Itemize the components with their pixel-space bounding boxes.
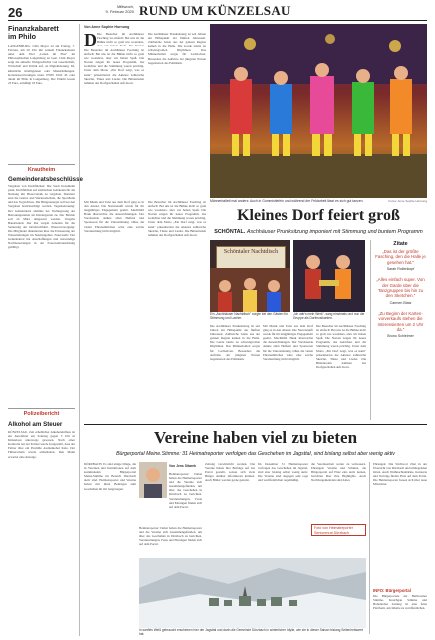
info-label: INFO: Bürgerportal — [373, 588, 411, 593]
bottom-body-col5: die Vereinsarbeit weiter zu verbessern. Ehrungen: Vereine und Schulen, die Bürgerportal auf Platz eins aktiv nutzen, berichten über ihre Highlights. Auch Nachbargemeinden sind dabei. — [311, 462, 366, 483]
author-portrait — [139, 462, 167, 498]
article-headline: Kleines Dorf feiert groß — [237, 207, 400, 224]
article-byline: Von Anne Sophie Hornung — [84, 25, 130, 29]
divider — [8, 164, 75, 165]
issue-date — [88, 4, 134, 14]
audience-illustration — [210, 268, 290, 312]
left-body-1: LANGENBURG. Chin Meyer ist am Freitag, 7. Februar, um 20 Uhr mit seinem Finanzkabarett unter dem Titel „Leben im Plus" im Philosophischen Langenburg zu Gast. Chin Meyer zeigt die aktuelle Weltgeschichte von Gesellschaft, Wirtschaft und Politik auf, ob Digitalisierung, KI, künstliche Intelligenzen oder Mieterhöhungen. Kartenreservierungen unter 07905 9102 43 oder direkt im Philo in Langenburg. Der Eintritt kostet 23 Euro, ermäßigt 18 Euro. — [8, 44, 75, 85]
main-photo — [210, 24, 427, 198]
bottom-subhead: Bürgerportal Meine.Stimme: 31 Heimatreporter verfolgen das Geschehen im Jagsttal, sind bislang selbst aber wenig aktiv — [116, 451, 395, 457]
left-body-2: Vergaben von Dachflächen: Die Stadt Krautheim plant, Dachflächen auf städtischen Gebäuden für die Nutzung mit Photovoltaik zu vergeben. Darunter sind die Grund- und Werkrealschule, die Sporthalle und das Vogtschloss. Die Bürgerenergie soll bei den Vergaben berücksichtigt werden. Tagesbetreuung: Der Gemeinderat stimmte der Verlängerung der Betreuungszeiten im Kindergarten zu. Der Betrieb soll ab März umgesetzt werden. Vergabe Bauarbeiten: Der Rat vergab Arbeiten für die Sanierung der Ortsdurchfahrt. Wasserversorgung: Die Mitglieder diskutierten über die Erneuerung der Wasserleitungen im Neubaugebiet. Feuerwehr: Der Gemeinderat hat Anschaffungen und notwendige Nachbesserungen in der Feuerwehrausrüstung gebilligt. — [8, 184, 75, 250]
quotes-label: Zitate — [393, 241, 408, 247]
bottom-body-col4: Im Dezember 31 Heimatreporter verfolgen das Geschehen im Jagsttal, sind aber bislang selbst wenig aktiv. Die Vereine sind dagegen sehr rege und veröffentlichen regelmäßig. — [258, 462, 308, 483]
column-divider — [79, 24, 80, 636]
photo-dorfmusikanten — [293, 240, 365, 312]
winter-photo-caption: In sanftes Weiß gebraucht erscheinen hier der Jagsttal und darin die Gemeinde Dörzbach in winterlicher Idylle, wie sie in dieser Saison bislang Seltenheitswert hat. — [139, 628, 364, 636]
quote-1-author: Sarah Rollenkopf — [386, 267, 415, 272]
left-headline-3: Alkohol am Steuer — [8, 421, 63, 428]
bottom-byline: Von Jens Sitarek — [169, 464, 197, 468]
caption-left: Ein „Aschhäuser Nachtdisch" sorgte bei den Gästen für Stimmung und Lacher. — [210, 312, 289, 320]
info-text: Die Bürgerportale der Heilbronner Stimme, Kraichgau Stimme und Hohenloher Zeitung ist eine feine Plattform, um Inhalte zu veröffentlichen. — [373, 594, 427, 611]
caption-right: „Ich wär's mein Werk", sang einstmals und nun die Gruppe als Dorfmusikanten. — [293, 312, 365, 320]
bottom-body-col2a: Heimatreporter: Dabei haben die Heimatreporter und die Vereine sich zusammengefunden, um über das Geschehen in Dörzbach zu berichten. Veranstaltungen, Feste und Ehrungen finden sich auf dem Portal. — [169, 472, 202, 509]
quote-3: „Zu Beginn der Karten-vorverkaufs stehen die Interessierten um 2 Uhr da." — [377, 310, 424, 333]
article-body-col5: Die Besucher im Aschhäuser Fasching ist einfach: Bei uns ist die Bühne nicht so groß wie woanders, aber wir haben Spaß. Die Narren zeigen ihr neues Programm, das Gelächter und die Stimmung waren prächtig. Unter dem Motto „Ein Dorf zeigt, was es kann" präsentierten die Akteure zahlreiche Sketche, Tänze und Lieder. Die Büttenreden nahmen das Dorfgeschehen aufs Korn. — [316, 324, 366, 369]
section-label-krautheim: Krautheim — [27, 167, 56, 173]
article-body-col3: Die Aschhäuser Prunksitzung ist seit Jahren ein Höhepunkt der fünften Jahreszeit. Zahlreiche Gäste aus der ganzen Region kamen in die Halle. Die Garde tanzte zu schwungvollen Rhythmen. Das Männerballett sorgte für Lachsalven. Besonders die Auftritte der jüngsten Narren begeisterten das Publikum. — [210, 324, 260, 361]
photo-nachtdisch — [210, 240, 290, 312]
quotes-divider — [370, 240, 371, 420]
section-label-polizei: Polizeibericht — [23, 411, 60, 417]
article-body-col1: Die Besucher im Aschhäuser Fasching ist einfach: Bei uns ist die Bühne nicht so groß wie woanders, aber wir haben Spaß. Die Narren zeigen ihr neues Programm, das Gelächter und die Stimmung waren prächtig. Unter dem Motto „Ein Dorf zeigt, was es kann" präsentierten die Akteure zahlreiche Sketche, Tänze und Lieder. Die Büttenreden nahmen das Dorfgeschehen aufs Korn. — [84, 48, 144, 85]
article-body-col2b: Die Besucher im Aschhäuser Fasching ist einfach: Bei uns ist die Bühne nicht so groß wie woanders, aber wir haben Spaß. Die Narren zeigen ihr neues Programm, das Gelächter und die Stimmung waren prächtig. Unter dem Motto „Ein Dorf zeigt, was es kann" präsentierten die Akteure zahlreiche Sketche, Tänze und Lieder. Die Büttenreden nahmen das Dorfgeschehen aufs Korn. — [148, 200, 206, 237]
quote-2-author: Carmen Blatz — [389, 300, 412, 305]
quote-1: „Das ist der größte Fasching, den die Halle je gesehen hat." — [375, 249, 426, 265]
musicians-illustration — [293, 240, 365, 312]
subhead-text: Aschhäuser Prunksitzung imponiert mit Stimmung und buntem Programm — [246, 229, 423, 235]
header-rule — [8, 20, 427, 21]
left-body-3: KÜNZELSAU. Zeit erheblicher Alkoholeinfluss ist ein Autofahrer am Sonntag gegen 3 Uhr in Künzelsau unterwegs gewesen. Nach einer Kontrolle bei der Polizei wurde festgestellt, dass der Fahrer über ein Promille Atemalkohol hatte. Der Führerschein wurde einbehalten. Den Mann erwartet eine Anzeige. — [8, 430, 75, 459]
article-body-col1b: Mit Musik und Tanz aus dem Dorf ging es in den Abend. Die Narrenzunft wurde für ihr langjähriges Engagement geehrt. Mechthild Hauk überreichte die Auszeichnungen. Der Vorsitzende dankte allen Helfern und Sponsoren für die Unterstützung. Ohne die vielen Ehrenamtlichen wäre eine solche Veranstaltung nicht möglich. — [84, 200, 144, 233]
bottom-body-col3: Zeitung verwirklicht werden. Die Vereine haben ihre Beiträge auf das Portal gestellt, sodass sich viele Bürger darüber informieren können. Auch Bilder werden gerne genutzt. — [205, 462, 255, 483]
section-title: RUND UM KÜNZELSAU — [139, 3, 291, 18]
bottom-right-column: Ehrungen: Die Stichwort Zitat in der Übersicht von Dörzbach und umliegenden Orten. Auch Weihnachtsmärkte, Konzerte und Vorträge finden Platz auf dem Portal. Die Heimatreporter freuen sich über neue Mitstreiter. — [373, 462, 427, 487]
bottom-body-col2: Heimatreporter: Dabei haben die Heimatreporter und die Vereine sich zusammengefunden, um über das Geschehen in Dörzbach zu berichten. Veranstaltungen, Feste und Ehrungen finden sich auf dem Portal. — [139, 526, 202, 547]
left-headline-1: Finanzkabarett im Philo — [8, 24, 59, 41]
left-headline-2: Gemeinderatsbeschlüsse — [8, 176, 83, 183]
main-photo-caption: Männerballett mal anders: Auch in Gummistiefeln und während der Feldarbeit lässt es sich gut tanzen. — [210, 199, 364, 203]
winter-landscape — [139, 558, 366, 628]
heimatreporter-box[interactable]: Foto von Heimatreporter Seniorenrat Dörzbach — [311, 524, 366, 536]
quotes-box — [374, 241, 427, 338]
person-icon — [139, 462, 167, 498]
bottom-right-divider — [369, 462, 370, 634]
date-weekday: Mittwoch, — [117, 4, 134, 9]
article-subhead — [210, 229, 427, 235]
bottom-body-col1: DÖRZBACH. Es sind einige Dinge, die in Vereinen und Institutionen auf dem kommunalen Bürgerportal Meine.Stimme im Bereich Dörzbach aktiv sind. Heimatreporter und Vereine haben mit ihren Beiträgen zum Geschehen im Ort beigetragen. — [84, 462, 136, 491]
bottom-article-rule — [84, 424, 427, 425]
article-body-col4: Mit Musik und Tanz aus dem Dorf ging es in den Abend. Die Narrenzunft wurde für ihr langjähriges Engagement geehrt. Mechthild Hauk überreichte die Auszeichnungen. Der Vorsitzende dankte allen Helfern und Sponsoren für die Unterstützung. Ohne die vielen Ehrenamtlichen wäre eine solche Veranstaltung nicht möglich. — [263, 324, 313, 361]
quote-3-author: Bruno Schleimer — [387, 334, 414, 339]
photo-credit: Fotos: Anne Sophie Hornung — [388, 199, 427, 203]
page-number: 26 — [8, 5, 23, 20]
date-day: 9. Februar 2020 — [105, 9, 134, 14]
winter-photo — [139, 558, 366, 628]
dancers-illustration — [210, 24, 427, 198]
article-body-col1-lead: Die Besucher im Aschhäuser Fasching ist einfach: Bei uns ist die Bühne nicht so groß wie woanders, — [97, 32, 144, 45]
quote-2: „Alles einfach super. Von der Garde über die Tanzgruppen bis hin zu den Sketchen." — [376, 277, 425, 299]
divider — [8, 408, 75, 409]
dropcap: D — [84, 30, 97, 50]
subhead-place: SCHÖNTAL. — [214, 229, 246, 235]
bottom-headline: Vereine haben viel zu bieten — [153, 428, 358, 447]
poster-sign: Schöntaler Nachtdisch — [216, 246, 286, 270]
article-body-col2: Die Aschhäuser Prunksitzung ist seit Jahren ein Höhepunkt der fünften Jahreszeit. Zahlreiche Gäste aus der ganzen Region kamen in die Halle. Die Garde tanzte zu schwungvollen Rhythmen. Das Männerballett sorgte für Lachsalven. Besonders die Auftritte der jüngsten Narren begeisterten das Publikum. — [148, 32, 206, 65]
